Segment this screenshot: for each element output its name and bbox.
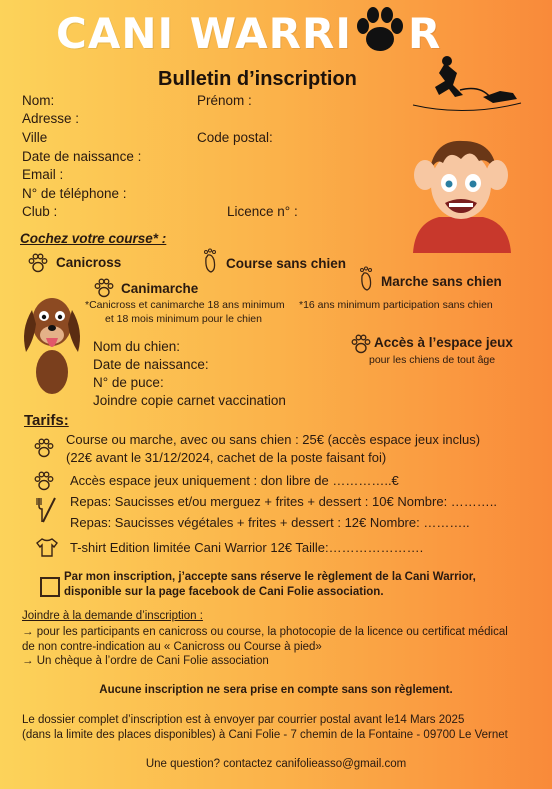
licence-field[interactable]: Licence n° :	[227, 204, 298, 219]
cani-folie-logo	[405, 55, 525, 120]
joindre-item-1a: → pour les participants en canicross ou course, la photocopie de la licence ou certificat médical	[22, 626, 508, 638]
acceptance-text-2: disponible sur la page facebook de Cani Folie association.	[64, 586, 384, 598]
stressed-boy-illustration	[405, 135, 517, 253]
adresse-field[interactable]: Adresse :	[22, 111, 80, 126]
course-section-heading: Cochez votre course* :	[20, 231, 167, 246]
telephone-field[interactable]: N° de téléphone :	[22, 186, 127, 201]
paw-icon[interactable]	[27, 252, 49, 279]
paw-icon	[33, 470, 55, 497]
tarif-early-bird: (22€ avant le 31/12/2024, cachet de la poste faisant foi)	[66, 450, 387, 465]
puce-field[interactable]: N° de puce:	[93, 375, 164, 390]
acceptance-checkbox[interactable]	[40, 577, 60, 597]
footprint-icon[interactable]	[358, 266, 374, 297]
paw-icon	[33, 437, 55, 464]
contact-email[interactable]: Une question? contactez canifolieasso@gmail.com	[145, 758, 407, 770]
nom-field[interactable]: Nom:	[22, 93, 55, 108]
tshirt-icon	[36, 537, 58, 562]
code-postal-field[interactable]: Code postal:	[197, 130, 273, 145]
tarif-repas-vegetales[interactable]: Repas: Saucisses végétales + frites + dessert : 12€ Nombre: ………..	[70, 515, 470, 530]
age-note-dog: et 18 mois minimum pour le chien	[105, 313, 262, 325]
vaccination-note: Joindre copie carnet vaccination	[93, 393, 286, 408]
event-brand-title: CANI WARRI R	[56, 6, 441, 58]
option-canicross[interactable]: Canicross	[56, 255, 122, 270]
tarif-espace-jeux[interactable]: Accès espace jeux uniquement : don libre de …………..€	[70, 473, 399, 488]
aucune-inscription-note: Aucune inscription ne sera prise en compte sans son règlement.	[99, 684, 453, 696]
tarifs-heading: Tarifs:	[24, 412, 69, 429]
prenom-field[interactable]: Prénom :	[197, 93, 252, 108]
acceptance-text-1: Par mon inscription, j’accepte sans réserve le règlement de la Cani Warrior,	[64, 571, 476, 583]
option-course-sans-chien[interactable]: Course sans chien	[226, 256, 347, 271]
date-naissance-chien-field[interactable]: Date de naissance:	[93, 357, 209, 372]
ville-field[interactable]: Ville	[22, 130, 48, 145]
joindre-item-1b: de non contre-indication au « Canicross ou Course à pied»	[22, 641, 322, 653]
dossier-line-2: (dans la limite des places disponibles) à Cani Folie - 7 chemin de la Fontaine - 09700 Le Vernet	[22, 729, 508, 741]
option-marche-sans-chien[interactable]: Marche sans chien	[381, 274, 502, 289]
age-note-sans-chien: *16 ans minimum participation sans chien	[299, 299, 493, 311]
tarif-tshirt[interactable]: T-shirt Edition limitée Cani Warrior 12€ Taille:………………….	[70, 540, 424, 555]
option-acces-espace-jeux[interactable]: Accès à l’espace jeux	[374, 335, 513, 350]
page-title: Bulletin d’inscription	[158, 68, 357, 90]
paw-icon	[354, 6, 406, 54]
email-field[interactable]: Email :	[22, 167, 64, 182]
tarif-repas-saucisses[interactable]: Repas: Saucisses et/ou merguez + frites + dessert : 10€ Nombre: ………..	[70, 494, 498, 509]
option-canimarche[interactable]: Canimarche	[121, 281, 199, 296]
dog-illustration	[18, 280, 86, 395]
fork-knife-icon	[35, 496, 59, 529]
date-naissance-field[interactable]: Date de naissance :	[22, 149, 142, 164]
club-field[interactable]: Club :	[22, 204, 58, 219]
joindre-heading: Joindre à la demande d’inscription :	[22, 610, 203, 622]
nom-chien-field[interactable]: Nom du chien:	[93, 339, 181, 354]
tarif-course: Course ou marche, avec ou sans chien : 25€ (accès espace jeux inclus)	[66, 432, 481, 447]
joindre-item-2: → Un chèque à l’ordre de Cani Folie association	[22, 655, 269, 667]
footprint-icon[interactable]	[202, 248, 218, 279]
dossier-line-1: Le dossier complet d’inscription est à envoyer par courrier postal avant le14 Mars 2025	[22, 714, 465, 726]
acces-jeux-note: pour les chiens de tout âge	[369, 354, 496, 366]
age-note-canicross: *Canicross et canimarche 18 ans minimum	[85, 299, 285, 311]
